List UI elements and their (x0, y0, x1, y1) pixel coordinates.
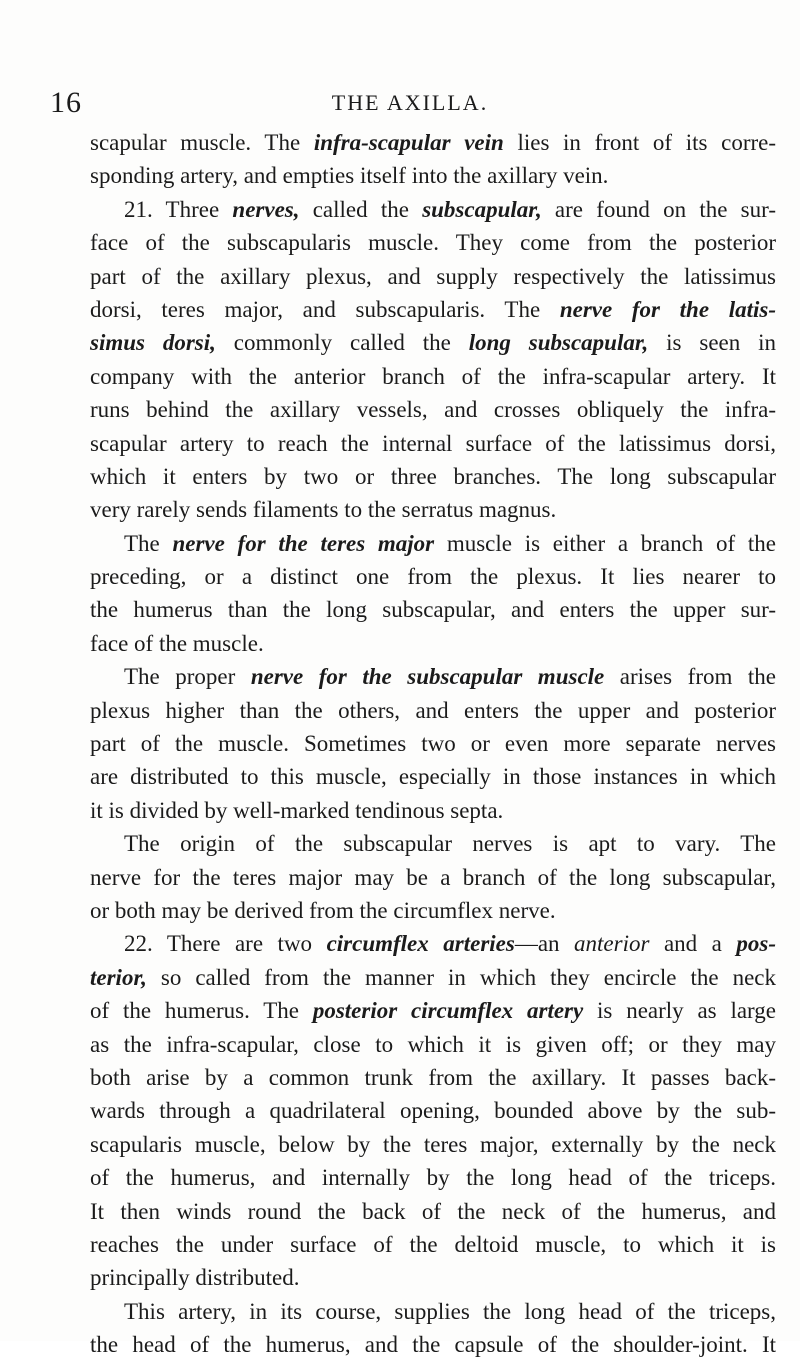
text-run: This artery, in its course, supplies the long head of the triceps, (124, 1298, 776, 1324)
italic-term: subscapular, (422, 196, 542, 222)
text-run: face of the muscle. (90, 630, 264, 656)
text-run: scapular muscle. The (90, 130, 314, 155)
text-run: reaches the under surface of the deltoid muscle, to which it is (90, 1231, 776, 1257)
text-run: arises from the (604, 664, 776, 690)
text-run: or both may be derived from the circumflex nerve. (90, 897, 556, 923)
text-line (90, 527, 776, 560)
text-run: scapular artery to reach the internal surface of the latissimus dorsi, (90, 430, 776, 456)
italic-term: nerve for the subscapular muscle (250, 664, 605, 690)
text-line (90, 260, 776, 293)
text-run: company with the anterior branch of the infra-scapular artery. It (90, 363, 776, 389)
text-run: 22. There are two (124, 931, 327, 957)
text-line (90, 961, 776, 994)
text-line (90, 1061, 776, 1094)
text-run: The origin of the subscapular nerves is apt to vary. The (124, 831, 776, 857)
text-line (90, 760, 776, 793)
text-run: It then winds round the back of the neck of the humerus, and (90, 1198, 776, 1224)
text-line (90, 694, 776, 727)
text-line (90, 994, 776, 1027)
text-run: are found on the sur- (541, 196, 776, 222)
italic-term: long subscapular, (468, 330, 649, 356)
text-line (90, 894, 776, 927)
text-run: of the humerus. The (90, 998, 313, 1024)
italic-term: posterior circumflex artery (312, 998, 584, 1024)
text-line (90, 1094, 776, 1127)
body-text (90, 126, 776, 1361)
text-run: the humerus than the long subscapular, and enters the upper sur- (90, 597, 776, 623)
text-line (90, 226, 776, 259)
text-line (90, 159, 776, 192)
italic-term: infra-scapular vein (313, 130, 504, 155)
text-line (90, 393, 776, 426)
italic-term: nerve for the latis- (559, 296, 776, 322)
text-line (90, 627, 776, 660)
italic-term: pos- (736, 931, 776, 957)
text-line (90, 1228, 776, 1261)
text-run: preceding, or a distinct one from the plexus. It lies nearer to (90, 564, 776, 590)
text-line (90, 727, 776, 760)
italic-term: anterior (574, 931, 650, 957)
italic-term: simus dorsi, (90, 330, 216, 356)
text-line (90, 326, 776, 359)
text-run: The proper (124, 664, 251, 690)
text-line (90, 427, 776, 460)
text-run: which it enters by two or three branches. The long subscapular (90, 463, 776, 489)
text-line (90, 126, 776, 159)
text-line (90, 927, 776, 960)
text-run: commonly called the (215, 330, 469, 356)
text-run: nerve for the teres major may be a branch of the long subscapular, (90, 864, 776, 890)
text-run: very rarely sends filaments to the serratus magnus. (90, 497, 557, 523)
text-line (90, 193, 776, 226)
text-run: is nearly as large (583, 998, 776, 1024)
running-title: THE AXILLA. (331, 90, 489, 115)
text-line (90, 827, 776, 860)
text-run: face of the subscapularis muscle. They come from the posterior (90, 230, 776, 256)
text-run: 21. Three (124, 196, 233, 222)
text-run: and a (649, 931, 737, 957)
italic-term: circumflex arteries (326, 931, 515, 957)
text-line (90, 360, 776, 393)
text-run: called the (299, 196, 423, 222)
text-run: scapularis muscle, below by the teres major, externally by the neck (90, 1131, 776, 1157)
text-line (90, 560, 776, 593)
text-run: The (124, 530, 173, 556)
text-run: part of the muscle. Sometimes two or even more separate nerves (90, 731, 776, 757)
text-run: part of the axillary plexus, and supply respectively the latissimus (90, 263, 776, 289)
text-line (90, 1028, 776, 1061)
text-line (90, 1295, 776, 1328)
text-run: as the infra-scapular, close to which it is given off; or they may (90, 1031, 776, 1057)
text-line (90, 1128, 776, 1161)
text-line (90, 493, 776, 526)
text-line (90, 1261, 776, 1294)
text-line (90, 1195, 776, 1228)
text-run: both arise by a common trunk from the axillary. It passes back- (90, 1064, 776, 1090)
text-run: —an (514, 931, 575, 957)
text-run: sponding artery, and empties itself into the axillary vein. (90, 163, 609, 189)
italic-term: terior, (90, 964, 147, 990)
text-line (90, 460, 776, 493)
text-run: plexus higher than the others, and enters the upper and posterior (90, 697, 776, 723)
text-run: principally distributed. (90, 1265, 300, 1291)
text-run: dorsi, teres major, and subscapularis. The (90, 296, 560, 322)
text-run: lies in front of its corre- (503, 130, 777, 155)
text-line (90, 794, 776, 827)
text-run: of the humerus, and internally by the long head of the triceps. (90, 1165, 776, 1191)
text-run: muscle is either a branch of the (434, 530, 776, 556)
italic-term: nerve for the teres major (172, 530, 435, 556)
running-head (50, 86, 770, 126)
text-run: is seen in (648, 330, 776, 356)
text-line (90, 593, 776, 626)
text-line (90, 1161, 776, 1194)
text-line (90, 861, 776, 894)
page-number: 16 (50, 86, 82, 119)
italic-term: nerves, (232, 196, 300, 222)
text-line (90, 660, 776, 693)
text-run: wards through a quadrilateral opening, bounded above by the sub- (90, 1098, 776, 1124)
text-run: it is divided by well-marked tendinous septa. (90, 797, 504, 823)
text-line (90, 1328, 776, 1361)
text-run: runs behind the axillary vessels, and crosses obliquely the infra- (90, 397, 776, 423)
text-run: the head of the humerus, and the capsule of the shoulder-joint. It (90, 1332, 776, 1358)
text-run: are distributed to this muscle, especially in those instances in which (90, 764, 776, 790)
text-run: so called from the manner in which they encircle the neck (146, 964, 776, 990)
text-line (90, 293, 776, 326)
